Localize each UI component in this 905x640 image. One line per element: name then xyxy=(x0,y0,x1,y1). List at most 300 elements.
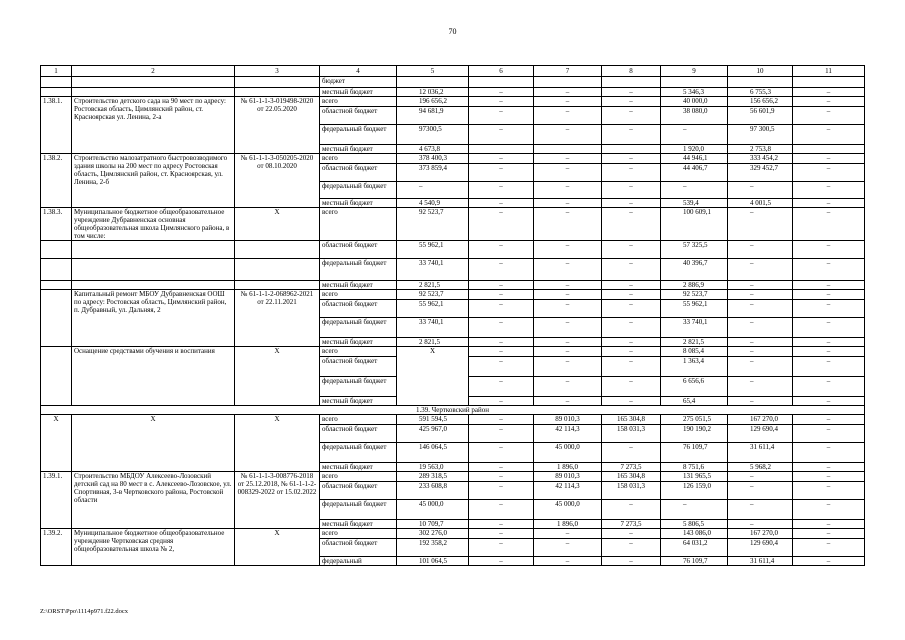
table-cell: X xyxy=(41,415,72,472)
table-cell: всего xyxy=(320,290,397,300)
table-cell: 126 159,0 xyxy=(661,482,728,500)
table-cell xyxy=(534,77,602,88)
table-cell: – xyxy=(602,281,661,290)
table-cell: 33 740,1 xyxy=(397,318,469,338)
table-cell: 45 000,0 xyxy=(397,500,469,520)
table-cell: X xyxy=(235,415,320,472)
table-cell: – xyxy=(469,97,534,107)
table-cell: 64 031,2 xyxy=(661,539,728,557)
table-cell: – xyxy=(602,164,661,182)
table-cell: – xyxy=(793,281,865,290)
column-header-10: 10 xyxy=(728,66,793,77)
table-cell: – xyxy=(728,500,793,520)
table-cell xyxy=(41,290,72,347)
table-cell xyxy=(469,77,534,88)
table-row xyxy=(41,77,865,88)
table-cell: федеральный бюджет xyxy=(320,259,397,281)
table-cell: 165 304,8 xyxy=(602,472,661,482)
table-cell xyxy=(41,259,72,281)
table-cell: – xyxy=(793,208,865,241)
table-cell: – xyxy=(728,281,793,290)
table-cell: местный бюджет xyxy=(320,520,397,529)
table-cell: № 61-1-1-3-050205-2020 от 08.10.2020 xyxy=(235,154,320,208)
table-cell: федеральный бюджет xyxy=(320,182,397,199)
table-cell: – xyxy=(534,300,602,318)
table-cell: 4 540,9 xyxy=(397,199,469,208)
page-number: 70 xyxy=(448,27,457,36)
table-cell: 6 656,6 xyxy=(661,377,728,397)
table-cell: – xyxy=(534,199,602,208)
table-cell: – xyxy=(602,154,661,164)
table-cell: 57 325,5 xyxy=(661,241,728,259)
table-cell: 44 406,7 xyxy=(661,164,728,182)
table-cell xyxy=(397,77,469,88)
table-cell: – xyxy=(469,482,534,500)
table-cell: – xyxy=(661,182,728,199)
table-cell: Строительство малозатратного быстровозводимого здания школы на 200 мест по адресу Ростовская область, Цимлянский район, ст. Красноярская, ул. Ленина, 2-б xyxy=(72,154,235,208)
table-cell: 425 967,0 xyxy=(397,425,469,443)
table-cell: 1.38.3. xyxy=(41,208,72,241)
table-cell: – xyxy=(469,338,534,347)
table-cell: 92 523,7 xyxy=(397,208,469,241)
table-cell: областной бюджет xyxy=(320,241,397,259)
table-cell: – xyxy=(602,97,661,107)
table-cell: – xyxy=(469,557,534,566)
table-cell: – xyxy=(728,520,793,529)
column-header-11: 11 xyxy=(793,66,865,77)
table-cell: – xyxy=(728,259,793,281)
table-cell: – xyxy=(534,164,602,182)
table-cell: – xyxy=(469,425,534,443)
table-cell: – xyxy=(469,357,534,377)
table-cell: 275 051,5 xyxy=(661,415,728,425)
table-cell: – xyxy=(469,318,534,338)
table-cell: 1.39.2. xyxy=(41,529,72,566)
table-cell xyxy=(469,145,534,154)
table-cell: – xyxy=(397,182,469,199)
table-cell: 31 611,4 xyxy=(728,557,793,566)
table-cell: – xyxy=(793,425,865,443)
table-cell: – xyxy=(602,500,661,520)
table-cell: 97 300,5 xyxy=(728,125,793,145)
table-cell: – xyxy=(602,88,661,97)
table-cell: – xyxy=(602,259,661,281)
table-cell xyxy=(235,241,320,259)
table-cell: – xyxy=(728,241,793,259)
table-cell xyxy=(235,281,320,290)
table-cell: – xyxy=(469,397,534,406)
table-cell: – xyxy=(728,482,793,500)
table-cell: 146 064,5 xyxy=(397,443,469,463)
table-cell: 89 010,3 xyxy=(534,415,602,425)
column-header-1: 1 xyxy=(41,66,72,77)
table-cell xyxy=(235,259,320,281)
table-cell xyxy=(41,281,72,290)
table-cell: X xyxy=(235,208,320,241)
table-cell: – xyxy=(793,357,865,377)
table-cell: – xyxy=(602,357,661,377)
table-cell: 192 358,2 xyxy=(397,539,469,557)
table-cell: X xyxy=(397,347,469,406)
table-cell: 33 740,1 xyxy=(397,259,469,281)
table-cell: – xyxy=(728,377,793,397)
table-cell: местный бюджет xyxy=(320,338,397,347)
table-cell: – xyxy=(469,182,534,199)
table-cell: – xyxy=(534,208,602,241)
table-cell: – xyxy=(534,281,602,290)
table-cell: федеральный xyxy=(320,557,397,566)
table-cell: – xyxy=(661,125,728,145)
table-cell: – xyxy=(602,199,661,208)
table-cell xyxy=(534,145,602,154)
table-cell: 76 109,7 xyxy=(661,557,728,566)
table-cell: – xyxy=(469,520,534,529)
table-cell: 7 273,5 xyxy=(602,520,661,529)
table-cell: 233 608,8 xyxy=(397,482,469,500)
table-cell: – xyxy=(469,500,534,520)
table-cell: – xyxy=(728,208,793,241)
table-cell: – xyxy=(602,529,661,539)
table-cell: – xyxy=(534,154,602,164)
table-cell: 329 452,7 xyxy=(728,164,793,182)
table-row xyxy=(41,415,865,425)
table-cell: 40 000,0 xyxy=(661,97,728,107)
table-cell: X xyxy=(235,347,320,406)
table-cell: – xyxy=(793,97,865,107)
table-row xyxy=(41,208,865,241)
table-cell: – xyxy=(534,539,602,557)
table-cell: – xyxy=(793,397,865,406)
table-cell: – xyxy=(469,199,534,208)
budget-table xyxy=(40,65,865,566)
table-cell: 42 114,3 xyxy=(534,425,602,443)
table-cell: 196 656,2 xyxy=(397,97,469,107)
table-cell: – xyxy=(469,443,534,463)
column-header-4: 4 xyxy=(320,66,397,77)
table-cell xyxy=(602,77,661,88)
table-cell: 56 601,9 xyxy=(728,107,793,125)
table-cell: местный бюджет xyxy=(320,397,397,406)
table-cell: 158 031,3 xyxy=(602,482,661,500)
table-cell: 33 740,1 xyxy=(661,318,728,338)
table-cell: 302 276,0 xyxy=(397,529,469,539)
table-cell: 333 454,2 xyxy=(728,154,793,164)
table-cell xyxy=(72,241,235,259)
table-cell: 1 896,0 xyxy=(534,520,602,529)
table-cell: – xyxy=(469,539,534,557)
table-cell: 5 968,2 xyxy=(728,463,793,472)
table-cell: – xyxy=(469,300,534,318)
table-cell: – xyxy=(534,377,602,397)
table-cell: – xyxy=(469,472,534,482)
table-cell: федеральный бюджет xyxy=(320,443,397,463)
table-cell: всего xyxy=(320,529,397,539)
table-cell xyxy=(235,77,320,88)
table-cell: 129 690,4 xyxy=(728,425,793,443)
table-cell: – xyxy=(534,290,602,300)
table-cell xyxy=(793,77,865,88)
table-cell: – xyxy=(793,472,865,482)
table-cell: – xyxy=(534,125,602,145)
table-cell: областной бюджет xyxy=(320,164,397,182)
table-cell: – xyxy=(793,199,865,208)
table-cell: – xyxy=(793,539,865,557)
table-cell: X xyxy=(72,415,235,472)
table-cell xyxy=(661,77,728,88)
footer-path: Z:\ORST\Ppo\1114p971.f22.docx xyxy=(40,608,128,615)
table-cell: – xyxy=(793,107,865,125)
table-cell: – xyxy=(728,182,793,199)
table-cell: – xyxy=(793,500,865,520)
table-cell: – xyxy=(534,347,602,357)
table-cell: федеральный бюджет xyxy=(320,377,397,397)
table-cell: 12 036,2 xyxy=(397,88,469,97)
table-cell: – xyxy=(793,300,865,318)
table-cell: – xyxy=(534,557,602,566)
table-cell: – xyxy=(534,97,602,107)
table-cell: 143 086,0 xyxy=(661,529,728,539)
table-cell: – xyxy=(728,347,793,357)
table-cell: 55 962,1 xyxy=(397,300,469,318)
table-cell: 45 000,0 xyxy=(534,443,602,463)
table-cell: – xyxy=(469,529,534,539)
table-cell: – xyxy=(469,154,534,164)
table-cell: – xyxy=(602,377,661,397)
table-cell: № 61-1-1-3-008776-2018 от 25.12.2018, № 61-1-1-2-008329-2022 от 15.02.2022 xyxy=(235,472,320,529)
table-cell: Строительство детского сада на 90 мест по адресу: Ростовская область, Цимлянский район, ст. Красноярская ул. Ленина, 2-а xyxy=(72,97,235,154)
table-cell: 44 946,1 xyxy=(661,154,728,164)
table-cell: бюджет xyxy=(320,77,397,88)
table-cell: – xyxy=(534,107,602,125)
table-cell: – xyxy=(602,208,661,241)
table-cell xyxy=(41,241,72,259)
table-cell: 190 190,2 xyxy=(661,425,728,443)
table-cell: 42 114,3 xyxy=(534,482,602,500)
table-cell: – xyxy=(793,88,865,97)
table-cell: – xyxy=(793,125,865,145)
table-cell: – xyxy=(602,318,661,338)
table-cell: Капитальный ремонт МБОУ Дубравненская ООШ по адресу: Ростовская область, Цимлянский район, п. Дубравный, ул. Дальняя, 2 xyxy=(72,290,235,347)
table-cell: 2 821,5 xyxy=(397,338,469,347)
column-header-6: 6 xyxy=(469,66,534,77)
table-cell xyxy=(72,281,235,290)
table-cell: 100 609,1 xyxy=(661,208,728,241)
table-cell: – xyxy=(602,107,661,125)
table-cell: 4 673,8 xyxy=(397,145,469,154)
table-cell: – xyxy=(469,107,534,125)
table-cell: 40 396,7 xyxy=(661,259,728,281)
table-cell: 76 109,7 xyxy=(661,443,728,463)
table-cell: местный бюджет xyxy=(320,145,397,154)
table-cell: – xyxy=(534,182,602,199)
table-cell: – xyxy=(469,164,534,182)
table-cell xyxy=(728,77,793,88)
table-cell: – xyxy=(728,397,793,406)
table-cell: Муниципальное бюджетное общеобразовательное учреждение Чертковская средняя общеобразовательная школа № 2, xyxy=(72,529,235,566)
table-cell: местный бюджет xyxy=(320,463,397,472)
table-cell: 1 920,0 xyxy=(661,145,728,154)
table-cell: – xyxy=(793,338,865,347)
table-cell: – xyxy=(793,164,865,182)
table-cell: – xyxy=(793,482,865,500)
table-cell: – xyxy=(534,397,602,406)
table-cell: 2 886,9 xyxy=(661,281,728,290)
table-cell: – xyxy=(602,125,661,145)
table-cell: 89 010,3 xyxy=(534,472,602,482)
table-cell: – xyxy=(534,88,602,97)
table-row xyxy=(41,290,865,300)
table-cell: – xyxy=(602,338,661,347)
table-cell: 10 709,7 xyxy=(397,520,469,529)
table-cell: – xyxy=(469,377,534,397)
table-cell: Муниципальное бюджетное общеобразовательное учреждение Дубравненская основная общеобразовательная школа Цимлянского района, в том числе: xyxy=(72,208,235,241)
table-cell: 373 859,4 xyxy=(397,164,469,182)
table-cell xyxy=(41,88,72,97)
table-cell: 92 523,7 xyxy=(397,290,469,300)
table-cell: – xyxy=(728,472,793,482)
table-cell: – xyxy=(602,539,661,557)
table-cell: – xyxy=(728,318,793,338)
table-cell: 165 304,8 xyxy=(602,415,661,425)
table-cell: – xyxy=(793,415,865,425)
section-title: 1.39. Чертковский район xyxy=(41,406,865,415)
table-cell: – xyxy=(469,241,534,259)
table-cell: 378 400,3 xyxy=(397,154,469,164)
table-cell: – xyxy=(793,290,865,300)
table-cell: 65,4 xyxy=(661,397,728,406)
table-cell: 129 690,4 xyxy=(728,539,793,557)
table-cell: 101 064,5 xyxy=(397,557,469,566)
table-cell: 2 821,5 xyxy=(397,281,469,290)
table-cell: областной бюджет xyxy=(320,425,397,443)
column-header-8: 8 xyxy=(602,66,661,77)
header-row xyxy=(41,66,865,77)
column-header-3: 3 xyxy=(235,66,320,77)
table-cell: 55 962,1 xyxy=(397,241,469,259)
table-cell: 1.38.2. xyxy=(41,154,72,208)
section-row xyxy=(41,406,865,415)
table-cell: 539,4 xyxy=(661,199,728,208)
table-row xyxy=(41,241,865,259)
column-header-2: 2 xyxy=(72,66,235,77)
table-cell: 19 563,0 xyxy=(397,463,469,472)
table-cell xyxy=(41,77,72,88)
table-cell: 167 270,0 xyxy=(728,529,793,539)
table-cell xyxy=(72,88,235,97)
table-cell: 156 656,2 xyxy=(728,97,793,107)
table-cell: – xyxy=(602,397,661,406)
table-cell: – xyxy=(793,347,865,357)
table-cell: – xyxy=(602,241,661,259)
table-cell xyxy=(602,145,661,154)
table-cell: 2 753,8 xyxy=(728,145,793,154)
column-header-7: 7 xyxy=(534,66,602,77)
table-cell: областной бюджет xyxy=(320,357,397,377)
table-cell: местный бюджет xyxy=(320,199,397,208)
table-cell: – xyxy=(602,182,661,199)
table-cell: Оснащение средствами обучения и воспитания xyxy=(72,347,235,406)
table-cell: 167 270,0 xyxy=(728,415,793,425)
table-cell: – xyxy=(728,338,793,347)
table-row xyxy=(41,259,865,281)
table-cell: – xyxy=(469,125,534,145)
table-cell: – xyxy=(728,290,793,300)
table-cell: – xyxy=(602,347,661,357)
table-cell: всего xyxy=(320,472,397,482)
table-row xyxy=(41,472,865,482)
table-cell: – xyxy=(602,300,661,318)
table-cell: – xyxy=(534,529,602,539)
column-header-9: 9 xyxy=(661,66,728,77)
table-cell: всего xyxy=(320,415,397,425)
table-cell: всего xyxy=(320,97,397,107)
table-cell: всего xyxy=(320,347,397,357)
table-row xyxy=(41,97,865,107)
table-cell: 45 000,0 xyxy=(534,500,602,520)
table-cell: 8 085,4 xyxy=(661,347,728,357)
table-cell: 31 611,4 xyxy=(728,443,793,463)
table-cell: 1 363,4 xyxy=(661,357,728,377)
table-cell: – xyxy=(534,357,602,377)
table-cell: – xyxy=(534,241,602,259)
table-cell: 131 965,5 xyxy=(661,472,728,482)
table-cell xyxy=(72,259,235,281)
table-cell: 2 821,5 xyxy=(661,338,728,347)
table-cell: – xyxy=(469,463,534,472)
table-cell: № 61-1-1-2-068962-2021 от 22.11.2021 xyxy=(235,290,320,347)
table-cell: – xyxy=(602,443,661,463)
table-cell: – xyxy=(534,318,602,338)
table-cell: – xyxy=(469,88,534,97)
table-cell: – xyxy=(793,377,865,397)
table-cell: – xyxy=(793,154,865,164)
table-cell: – xyxy=(469,259,534,281)
table-cell: – xyxy=(469,290,534,300)
table-cell xyxy=(41,347,72,406)
table-cell: 94 681,9 xyxy=(397,107,469,125)
table-cell: федеральный бюджет xyxy=(320,318,397,338)
table-cell: – xyxy=(728,357,793,377)
table-cell: – xyxy=(602,290,661,300)
table-cell: областной бюджет xyxy=(320,539,397,557)
table-cell: 7 273,5 xyxy=(602,463,661,472)
table-cell: местный бюджет xyxy=(320,281,397,290)
table-cell: 158 031,3 xyxy=(602,425,661,443)
table-cell: – xyxy=(793,557,865,566)
table-cell: 5 806,5 xyxy=(661,520,728,529)
table-cell: областной бюджет xyxy=(320,482,397,500)
table-cell: – xyxy=(793,520,865,529)
table-cell: – xyxy=(793,529,865,539)
table-cell: местный бюджет xyxy=(320,88,397,97)
table-cell: – xyxy=(469,281,534,290)
table-row xyxy=(41,281,865,290)
table-cell: – xyxy=(793,241,865,259)
table-cell: 1.39.1. xyxy=(41,472,72,529)
table-cell: 1 896,0 xyxy=(534,463,602,472)
table-cell: – xyxy=(469,415,534,425)
table-cell: – xyxy=(793,182,865,199)
table-cell: областной бюджет xyxy=(320,107,397,125)
table-cell: – xyxy=(534,259,602,281)
table-cell: – xyxy=(469,208,534,241)
table-cell: – xyxy=(469,347,534,357)
table-cell: 92 523,7 xyxy=(661,290,728,300)
table-cell: – xyxy=(602,557,661,566)
table-cell: 289 318,5 xyxy=(397,472,469,482)
table-cell: – xyxy=(728,300,793,318)
table-cell: 38 080,0 xyxy=(661,107,728,125)
